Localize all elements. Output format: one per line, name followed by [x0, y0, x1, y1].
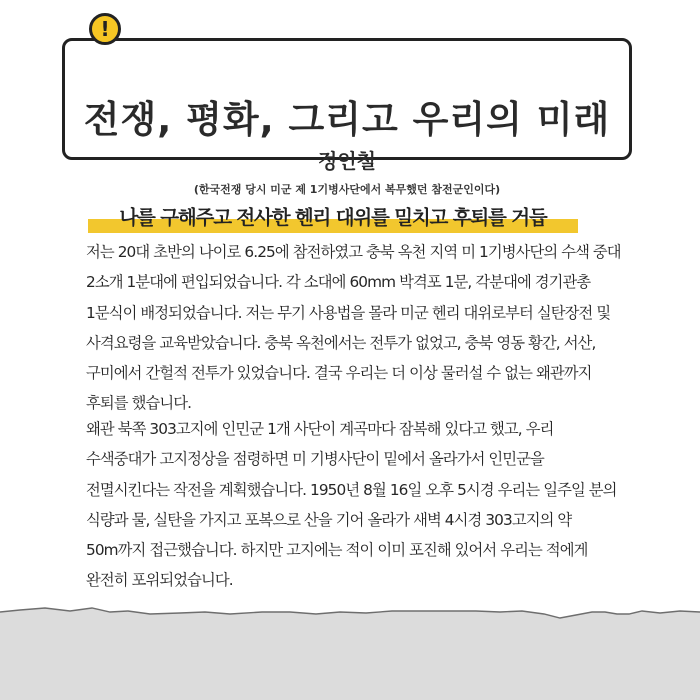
body-paragraph-2: 왜관 북쪽 303고지에 인민군 1개 사단이 계곡마다 잠복해 있다고 했고, 우리 수색중대가 고지정상을 점령하면 미 기병사단이 밑에서 올라가서 인민군을 전멸시킨다는 작전을 계획했습니다. 1950년 8월 16일 오후 5시경 우리는 일주일 분의 식량과 물, 실탄을 가지고 포복으로 산을 기어 올라가 새벽 4시경 303고지의 약 50m까지 접근했습니다. 하지만 고지에는 적이 이미 포진해 있어서 우리는 적에게 완전히 포위되었습니다. [86, 420, 617, 590]
ground-edge [0, 608, 700, 618]
page-title: 전쟁, 평화, 그리고 우리의 미래 [83, 98, 611, 141]
title-box [62, 38, 632, 196]
ground-shape [0, 608, 700, 700]
section-heading [88, 204, 578, 234]
author-name: 정인철 [318, 149, 376, 173]
body-paragraph-1: 저는 20대 초반의 나이로 6.25에 참전하였고 충북 옥천 지역 미 1기병사단의 수색 중대 2소개 1분대에 편입되었습니다. 각 소대에 60mm 박격포 1문, 각분대에 경기관총 1문식이 배정되었습니다. 저는 무기 사용법을 몰라 미군 헨리 대위로부터 실탄장전 및 사격요령을 교육받았습니다. 충북 옥천에서는 전투가 없었고, 충북 영동 황간, 서산, 구미에서 간헐적 전투가 있었습니다. 결국 우리는 더 이상 물러설 수 없는 왜관까지 후퇴를 했습니다. [86, 243, 621, 413]
exclamation-symbol: ! [100, 17, 110, 41]
author-note: (한국전쟁 당시 미군 제 1기병사단에서 복무했던 참전군인이다) [193, 183, 501, 196]
section-heading-text: 나를 구해주고 전사한 헨리 대위를 밀치고 후퇴를 거듭 [119, 206, 547, 229]
exclamation-icon [89, 13, 121, 45]
